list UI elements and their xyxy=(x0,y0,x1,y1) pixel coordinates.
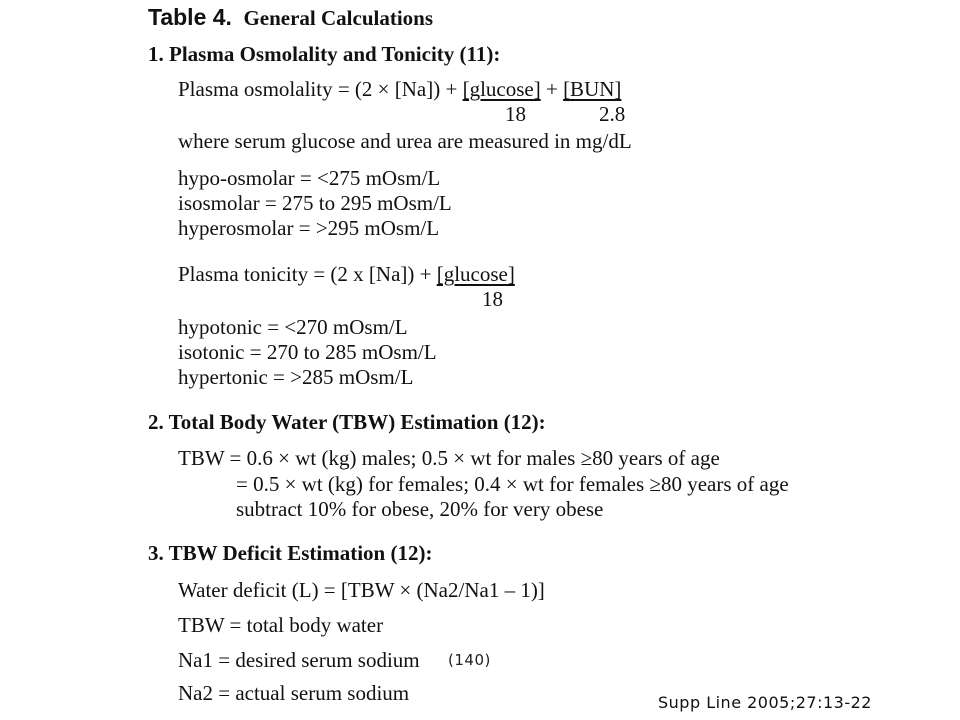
osmolality-formula xyxy=(178,77,621,102)
tonicity-glucose-divisor: 18 xyxy=(482,287,503,311)
table-title: General Calculations xyxy=(243,6,434,30)
tonicity-range-iso: isotonic = 270 to 285 mOsm/L xyxy=(178,340,437,364)
tbw-definition: TBW = total body water xyxy=(178,613,384,637)
water-deficit-formula: Water deficit (L) = [TBW × (Na2/Na1 – 1)] xyxy=(178,578,545,602)
section-3-heading: 3. TBW Deficit Estimation (12): xyxy=(148,541,433,565)
osmolality-plus: + xyxy=(540,77,564,101)
osmolality-glucose-term: [glucose] xyxy=(462,77,541,101)
osmolality-range-hyper: hyperosmolar = >295 mOsm/L xyxy=(178,216,440,240)
osmolality-range-hypo: hypo-osmolar = <275 mOsm/L xyxy=(178,166,441,190)
osmolality-bun-divisor: 2.8 xyxy=(599,102,626,126)
osmolality-glucose-divisor: 18 xyxy=(505,102,526,126)
tbw-line-females: = 0.5 × wt (kg) for females; 0.4 × wt for females ≥80 years of age xyxy=(236,472,789,496)
table-caption xyxy=(148,4,433,31)
na2-definition: Na2 = actual serum sodium xyxy=(178,681,410,705)
tonicity-glucose-term: [glucose] xyxy=(436,262,515,286)
table-label: Table 4. xyxy=(148,4,232,30)
tonicity-formula-lhs: Plasma tonicity = (2 x [Na]) + xyxy=(178,262,437,286)
tonicity-range-hypo: hypotonic = <270 mOsm/L xyxy=(178,315,408,339)
osmolality-bun-term: [BUN] xyxy=(563,77,622,101)
osmolality-range-iso: isosmolar = 275 to 295 mOsm/L xyxy=(178,191,452,215)
section-1-heading: 1. Plasma Osmolality and Tonicity (11): xyxy=(148,42,501,66)
osmolality-formula-lhs: Plasma osmolality = (2 × [Na]) + xyxy=(178,77,463,101)
tbw-line-males: TBW = 0.6 × wt (kg) males; 0.5 × wt for males ≥80 years of age xyxy=(178,446,720,470)
tonicity-range-hyper: hypertonic = >285 mOsm/L xyxy=(178,365,414,389)
measurement-note: where serum glucose and urea are measured in mg/dL xyxy=(178,129,632,153)
section-2-heading: 2. Total Body Water (TBW) Estimation (12): xyxy=(148,410,546,434)
tonicity-formula xyxy=(178,262,515,287)
na1-target-note: (140) xyxy=(448,651,491,669)
tbw-line-obese: subtract 10% for obese, 20% for very obese xyxy=(236,497,604,521)
source-citation: Supp Line 2005;27:13-22 xyxy=(658,693,872,712)
na1-definition: Na1 = desired serum sodium xyxy=(178,648,420,672)
